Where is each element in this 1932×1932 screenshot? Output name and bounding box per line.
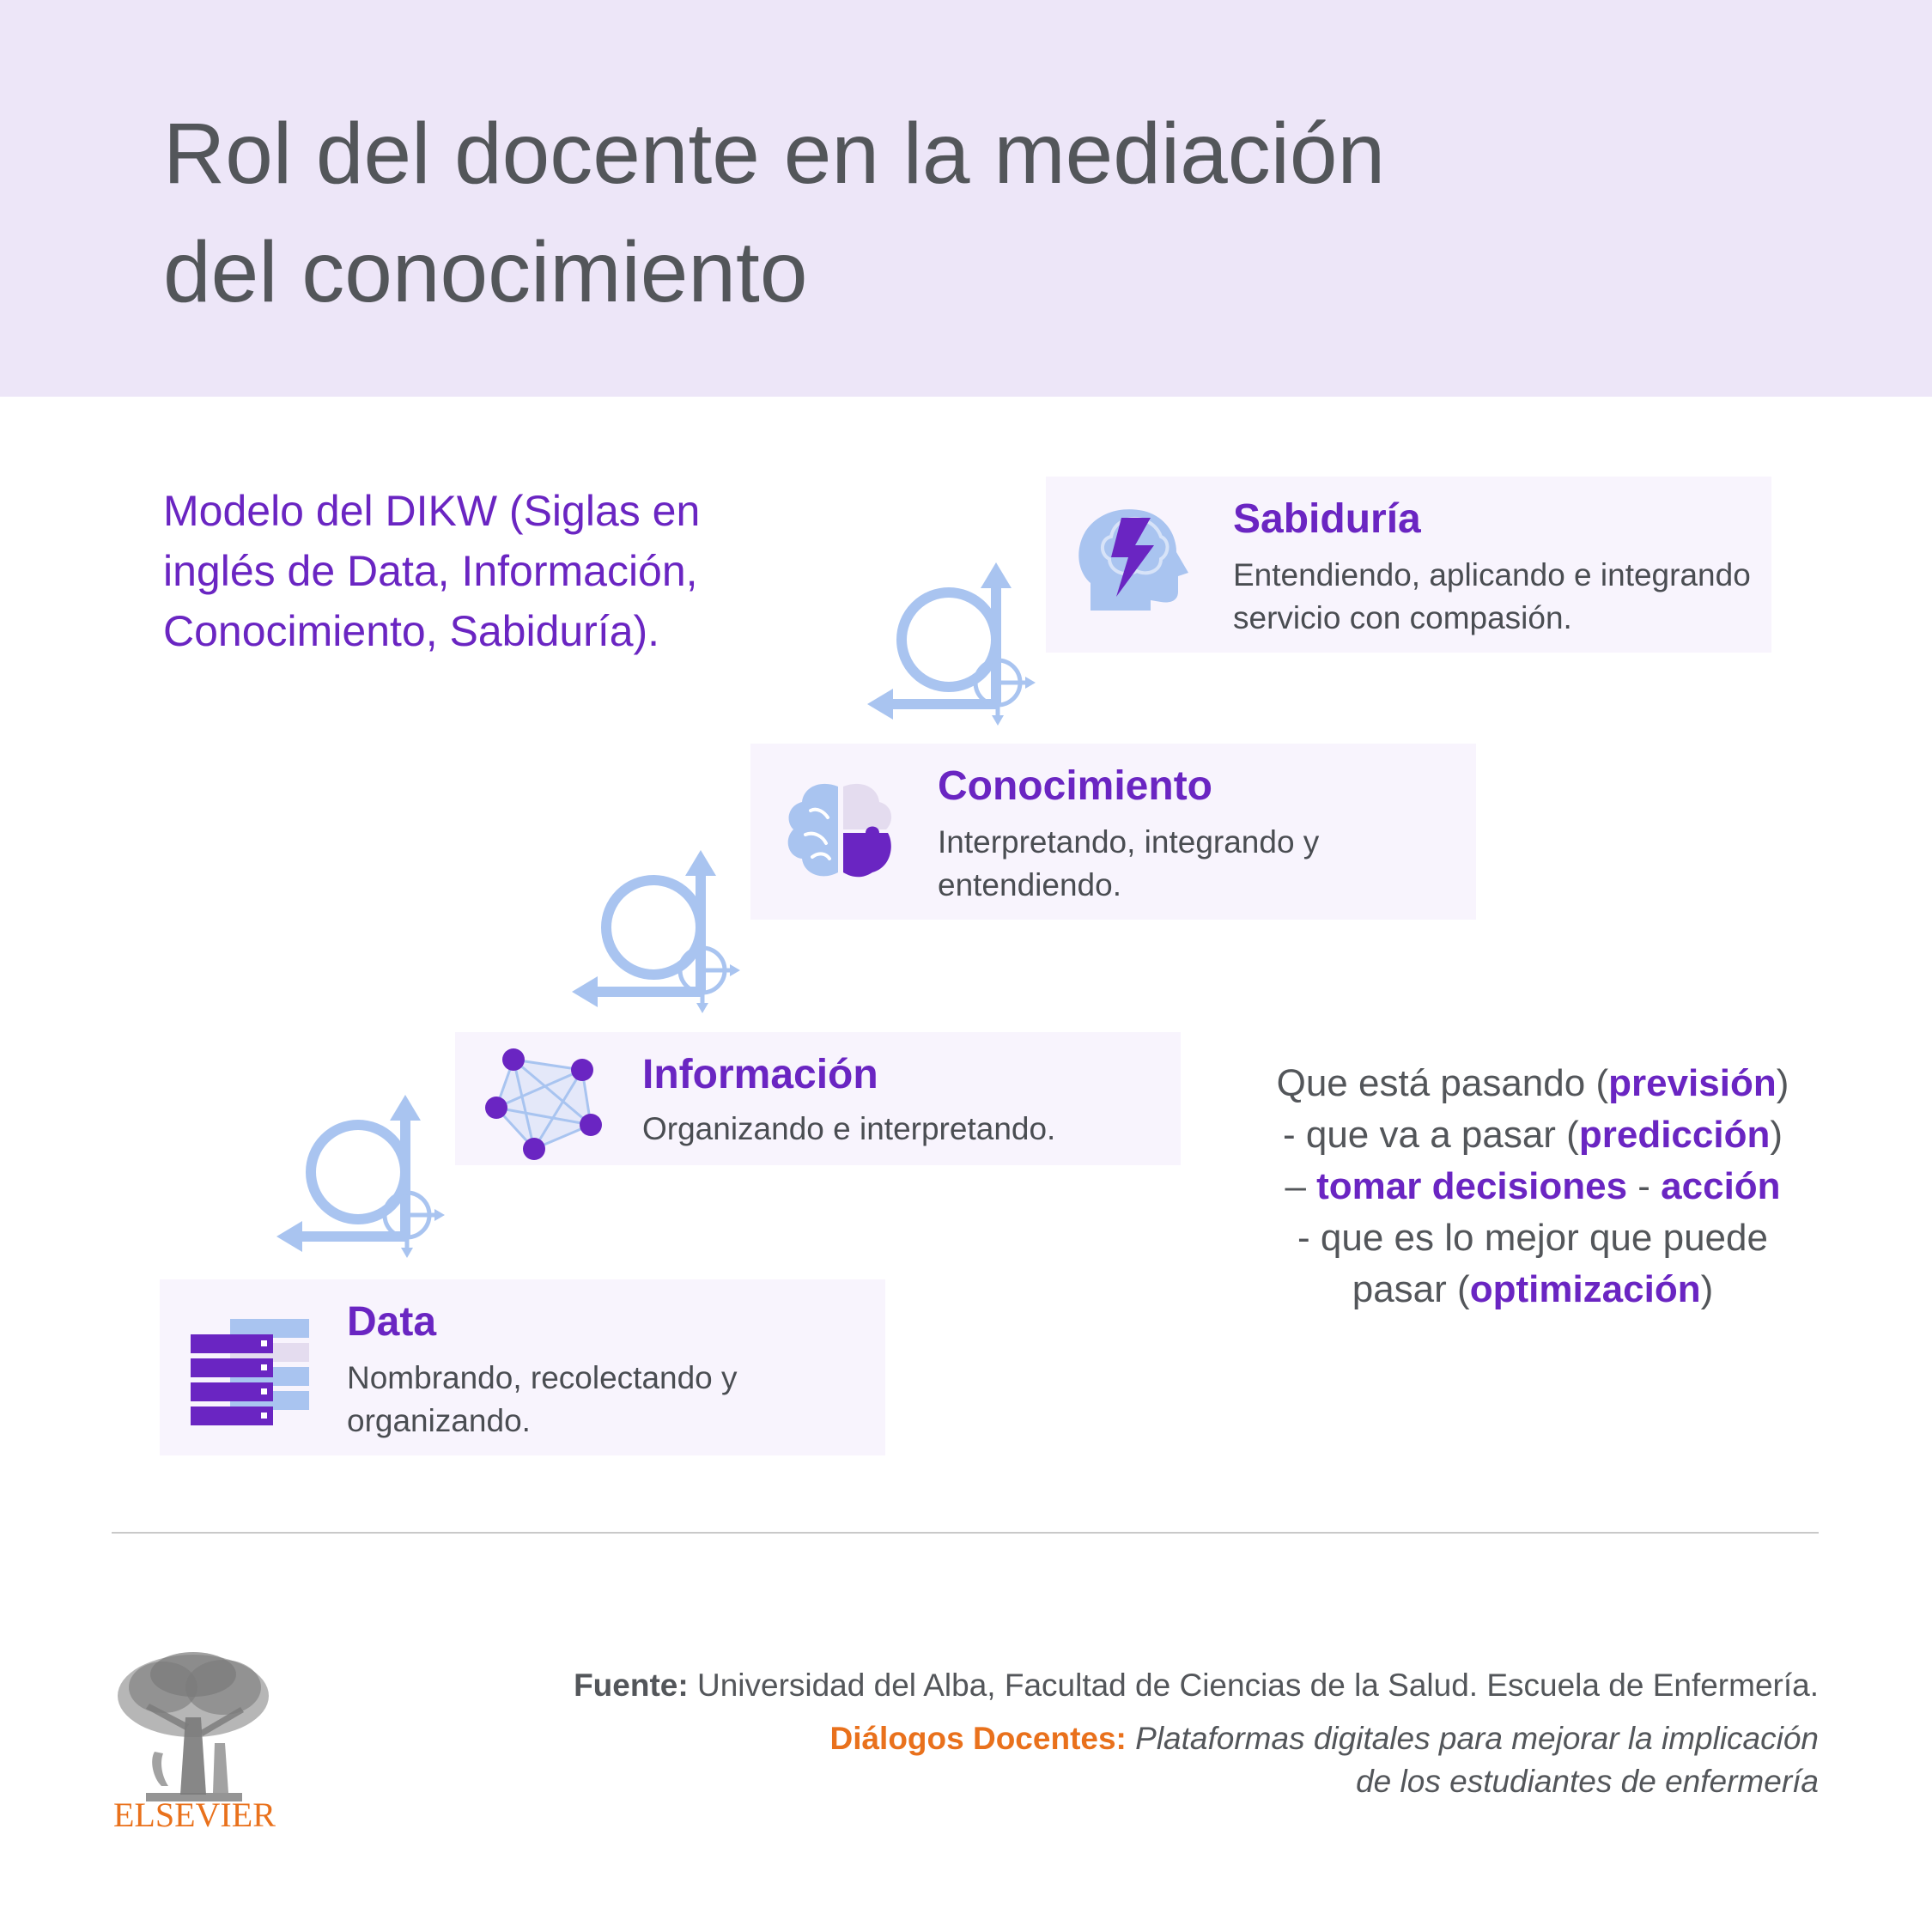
side-line-2: - que va a pasar (predicción) — [1282, 1114, 1783, 1156]
divider — [112, 1532, 1819, 1534]
step-card-data — [160, 1279, 885, 1455]
cycle-arrows-icon — [867, 562, 1039, 734]
title-line-1: Rol del docente en la mediación — [163, 106, 1386, 202]
dialogos-line: Diálogos Docentes: Plataformas digitales para mejorar la implicación — [829, 1721, 1819, 1756]
cycle-arrows-icon — [572, 850, 744, 1022]
brain-puzzle-icon — [776, 768, 905, 896]
decision-process-text — [1185, 1058, 1880, 1315]
step-title: Información — [642, 1052, 878, 1097]
step-title: Conocimiento — [938, 763, 1212, 809]
footer-source — [359, 1664, 1819, 1803]
cycle-arrows-icon — [276, 1095, 448, 1267]
step-card-sabiduria — [1046, 477, 1771, 653]
dialogos-line-2: de los estudiantes de enfermería — [1356, 1764, 1819, 1799]
step-description: Interpretando, integrando y entendiendo. — [938, 824, 1320, 902]
step-title: Data — [347, 1299, 437, 1345]
step-description: Entendiendo, aplicando e integrando servicio con compasión. — [1233, 557, 1751, 635]
side-line-4: - que es lo mejor que puede — [1297, 1217, 1768, 1259]
step-description: Nombrando, recolectando y organizando. — [347, 1360, 738, 1438]
step-title: Sabiduría — [1233, 496, 1421, 542]
title-line-2: del conocimiento — [163, 224, 808, 320]
page-title — [163, 94, 1623, 331]
side-line-5: pasar (optimización) — [1352, 1268, 1714, 1310]
step-card-conocimiento — [750, 744, 1476, 920]
head-lightning-icon — [1072, 501, 1200, 629]
server-stack-icon — [185, 1303, 314, 1432]
network-nodes-icon — [481, 1039, 610, 1168]
step-card-informacion — [455, 1032, 1181, 1165]
side-line-1: Que está pasando (previsión) — [1276, 1062, 1789, 1104]
elsevier-wordmark: ELSEVIER — [113, 1795, 276, 1834]
source-line: Fuente: Universidad del Alba, Facultad de Ciencias de la Salud. Escuela de Enfermería. — [574, 1668, 1819, 1703]
intro-text: Modelo del DIKW (Siglas en inglés de Data, Información, Conocimiento, Sabiduría). — [163, 487, 701, 655]
side-line-3: – tomar decisiones - acción — [1285, 1165, 1781, 1207]
step-description: Organizando e interpretando. — [642, 1111, 1056, 1146]
